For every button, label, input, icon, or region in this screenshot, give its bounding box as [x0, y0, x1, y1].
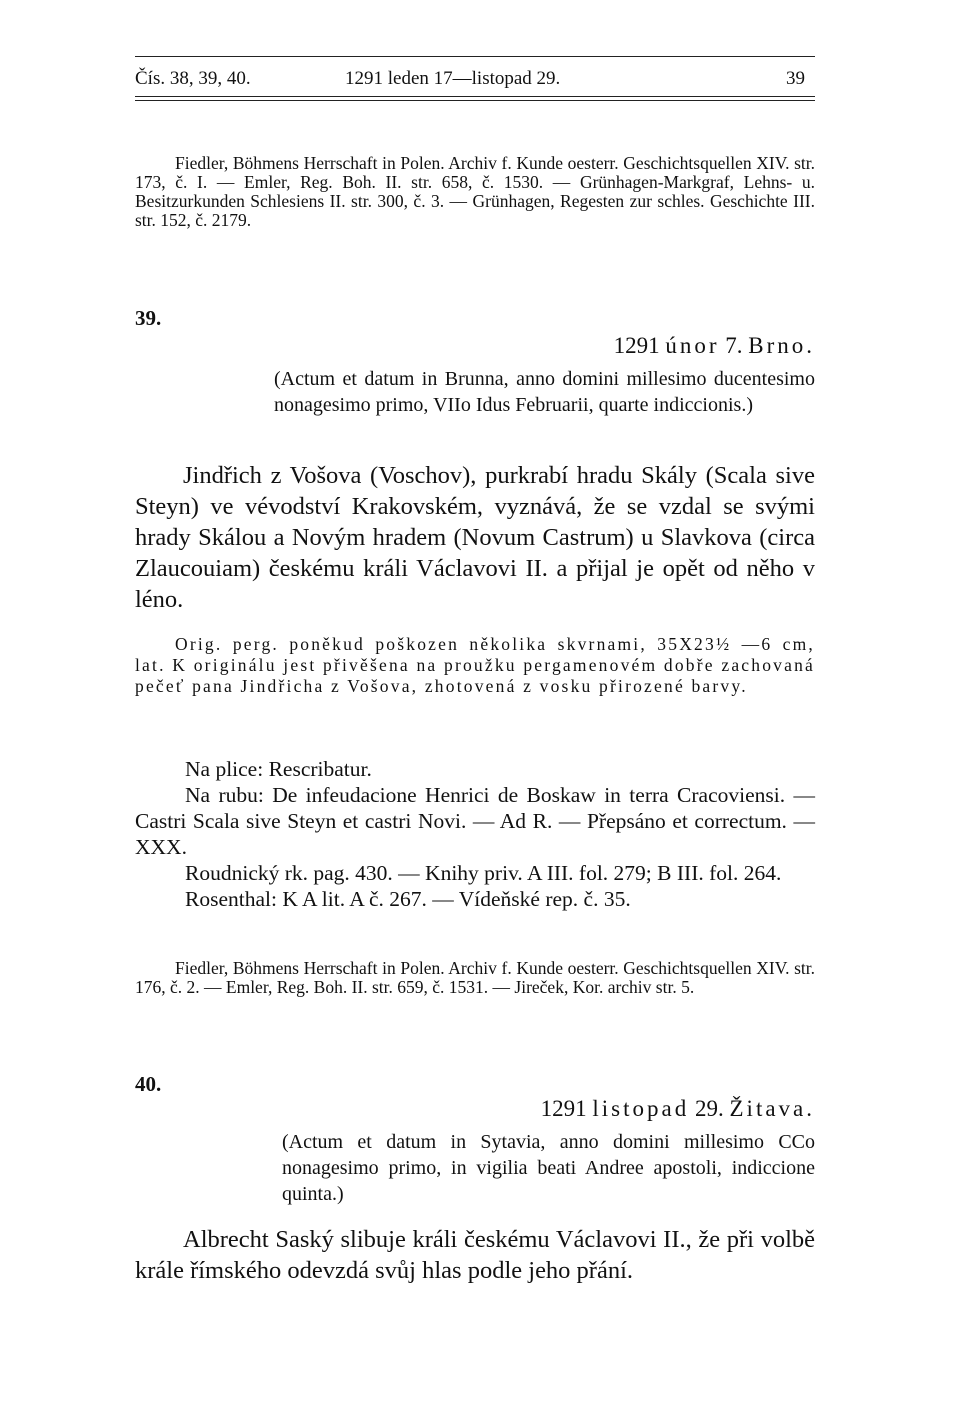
- entry39-original-description: Orig. perg. poněkud poškozen několika skvrnami, 35X23½ —6 cm, lat. K originálu jest přivěšena na proužku pergamenovém dobře zachovaná pečeť pana Jindřicha z Vošova, zhotovená z vosku přirozené barvy.: [135, 634, 815, 696]
- entry40-regest: Albrecht Saský slibuje králi českému Václavovi II., že při volbě krále římského odevzdá svůj hlas podle jeho přání.: [135, 1226, 815, 1284]
- entry39-date-year: 1291: [613, 333, 660, 358]
- header-rule-bottom: [135, 96, 815, 97]
- entry39-notes: [135, 756, 815, 912]
- header-date-range: 1291 leden 17—listopad 29.: [345, 68, 561, 89]
- entry38-literature: [135, 154, 815, 230]
- entry40-date-month: listopad: [592, 1096, 690, 1121]
- entry39-note-dorse: Na rubu: De infeudacione Henrici de Boskaw in terra Cracoviensi. — Castri Scala sive Steyn et castri Novi. — Ad R. — Přepsáno et correctum. — XXX.: [135, 783, 815, 859]
- entry38-literature-text: Fiedler, Böhmens Herrschaft in Polen. Archiv f. Kunde oesterr. Geschichtsquellen XIV. str. 173, č. I. — Emler, Reg. Boh. II. str. 658, č. 1530. — Grünhagen-Markgraf, Lehns- u. Besitzurkunden Schlesiens II. str. 300, č. 3. — Grünhagen, Regesten zur schles. Geschichte III. str. 152, č. 2179.: [135, 153, 815, 230]
- header-rule-top: [135, 56, 815, 57]
- entry40-latin-dating: (Actum et datum in Sytavia, anno domini millesimo CCo nonagesimo primo, in vigilia beati Andree apostoli, indiccione quinta.): [282, 1131, 815, 1205]
- entry39-number: 39.: [135, 306, 162, 330]
- entry39-note-copies: Roudnický rk. pag. 430. — Knihy priv. A III. fol. 279; B III. fol. 264.: [185, 861, 782, 885]
- entry39-note-inventory: Rosenthal: K A lit. A č. 267. — Vídeňské rep. č. 35.: [185, 887, 631, 911]
- entry39-regest: Jindřich z Vošova (Voschov), purkrabí hradu Skály (Scala sive Steyn) ve vévodství Krakovském, vyznává, že se vzdal se svými hrady Skálou a Novým hradem (Novum Castrum) u Slavkova (circa Zlaucouiam) českému králi Václavovi II. a přijal je opět od něho v léno.: [135, 462, 815, 613]
- header-document-numbers: Čís. 38, 39, 40.: [135, 68, 251, 89]
- running-header: [135, 56, 815, 89]
- page-number: 39: [786, 68, 805, 89]
- entry40-dateline: [541, 1096, 815, 1122]
- document-page: [135, 56, 815, 1284]
- entry40-date-year: 1291: [540, 1096, 587, 1121]
- entry39-place: Brno.: [748, 333, 815, 358]
- entry39-latin-dating: (Actum et datum in Brunna, anno domini millesimo ducentesimo nonagesimo primo, VIIo Idus Februarii, quarte indiccionis.): [274, 368, 815, 416]
- entry39-dateline: [614, 333, 815, 359]
- entry39-literature-text: Fiedler, Böhmens Herrschaft in Polen. Archiv f. Kunde oesterr. Geschichtsquellen XIV. str. 176, č. 2. — Emler, Reg. Boh. II. str. 659, č. 1531. — Jireček, Kor. archiv str. 5.: [135, 958, 815, 997]
- entry40-date-day: 29.: [695, 1096, 724, 1121]
- header-rule-bottom-thin: [135, 100, 815, 101]
- entry39-note-plica: Na plice: Rescribatur.: [185, 757, 372, 781]
- entry39-literature: [135, 959, 815, 997]
- entry39-date-day: 7.: [725, 333, 743, 358]
- entry40-place: Žitava.: [729, 1096, 815, 1121]
- entry40-number: 40.: [135, 1072, 162, 1096]
- entry39-date-month: únor: [665, 333, 720, 358]
